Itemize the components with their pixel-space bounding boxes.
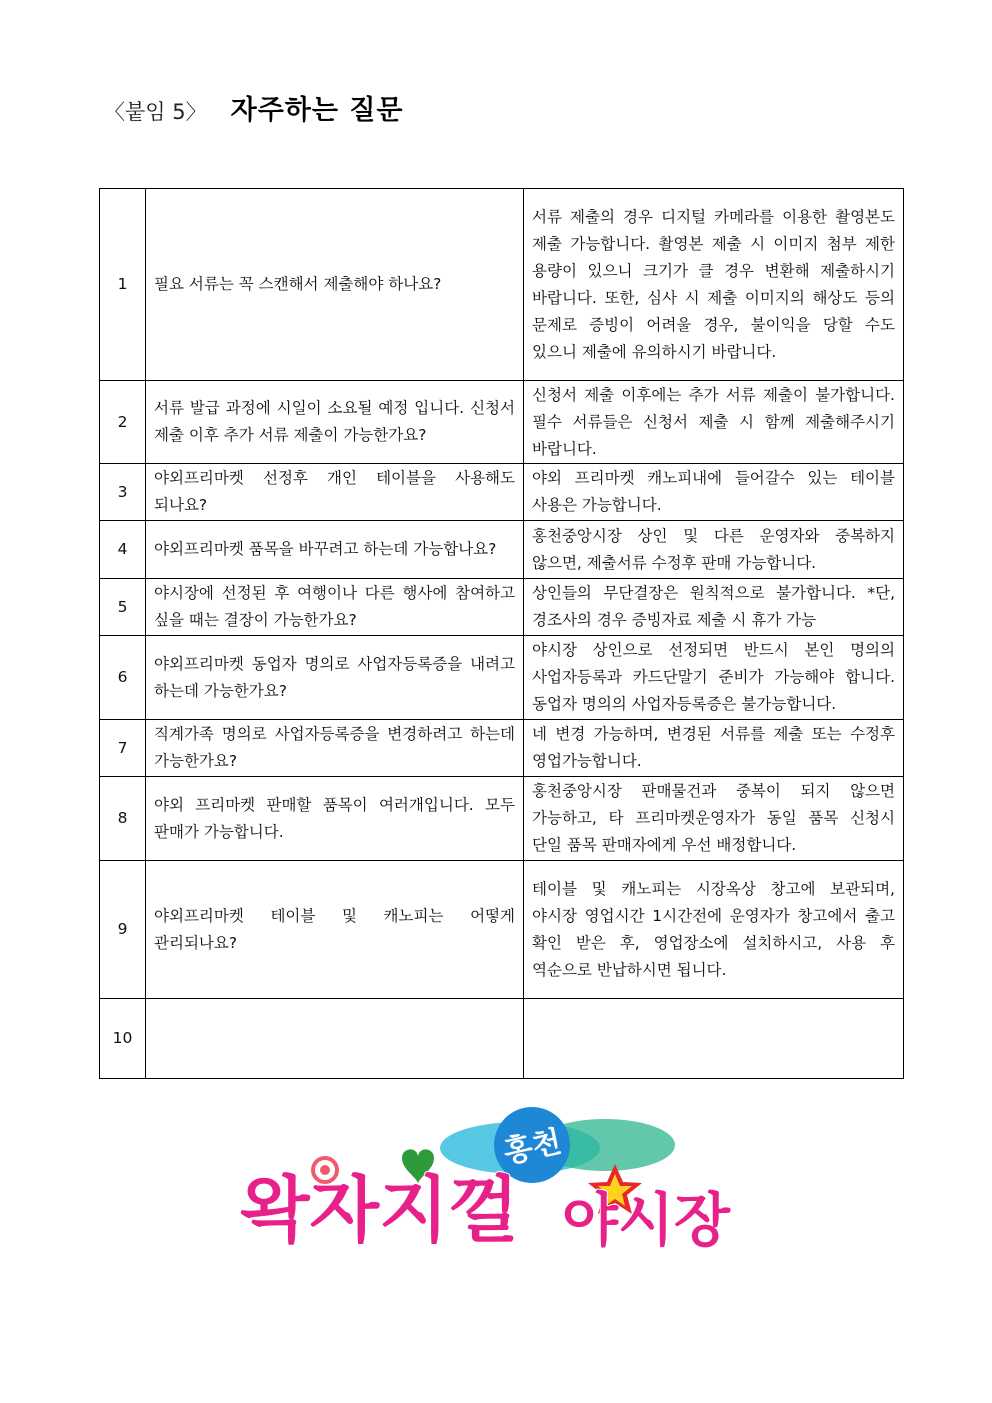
faq-row (100, 720, 904, 777)
faq-row (100, 579, 904, 636)
market-logo (230, 1100, 760, 1260)
faq-answer: 네 변경 가능하며, 변경된 서류를 제출 또는 수정후 영업가능합니다. (524, 720, 904, 777)
faq-number: 3 (100, 464, 146, 521)
faq-row (100, 999, 904, 1079)
faq-question (146, 999, 524, 1079)
faq-answer: 상인들의 무단결장은 원칙적으로 불가합니다. *단, 경조사의 경우 증빙자료 제출 시 휴가 가능 (524, 579, 904, 636)
faq-question: 야외프리마켓 품목을 바꾸려고 하는데 가능합나요? (146, 521, 524, 579)
faq-number: 6 (100, 636, 146, 720)
faq-number: 5 (100, 579, 146, 636)
faq-number: 10 (100, 999, 146, 1079)
faq-table (99, 188, 904, 1079)
faq-row (100, 636, 904, 720)
faq-number: 8 (100, 777, 146, 861)
logo-main-text: 왁자지껄 (240, 1168, 519, 1252)
faq-row (100, 189, 904, 381)
faq-number: 2 (100, 381, 146, 464)
logo-sub-text: 야시장 (562, 1186, 731, 1254)
faq-question: 서류 발급 과정에 시일이 소요될 예정 입니다. 신청서 제출 이후 추가 서류 제출이 가능한가요? (146, 381, 524, 464)
faq-question: 직계가족 명의로 사업자등록증을 변경하려고 하는데 가능한가요? (146, 720, 524, 777)
faq-row (100, 521, 904, 579)
faq-answer: 홍천중앙시장 상인 및 다른 운영자와 중복하지 않으면, 제출서류 수정후 판매 가능합니다. (524, 521, 904, 579)
faq-number: 9 (100, 861, 146, 999)
faq-number: 7 (100, 720, 146, 777)
faq-answer: 야외 프리마켓 캐노피내에 들어갈수 있는 테이블 사용은 가능합니다. (524, 464, 904, 521)
faq-row (100, 861, 904, 999)
faq-answer: 서류 제출의 경우 디지털 카메라를 이용한 촬영본도 제출 가능합니다. 촬영본 제출 시 이미지 첨부 제한 용량이 있으니 크기가 클 경우 변환해 제출하시기 바랍니다. 또한, 심사 시 제출 이미지의 해상도 등의 문제로 증빙이 어려울 경우, 불이익을 당할 수도 있으니 제출에 유의하시기 바랍니다. (524, 189, 904, 381)
faq-number: 1 (100, 189, 146, 381)
document-header (104, 88, 404, 128)
attachment-label: 〈붙임 5〉 (104, 100, 207, 124)
faq-question: 야외 프리마켓 판매할 품목이 여러개입니다. 모두 판매가 가능합니다. (146, 777, 524, 861)
faq-number: 4 (100, 521, 146, 579)
faq-question: 필요 서류는 꼭 스캔해서 제출해야 하나요? (146, 189, 524, 381)
faq-question: 야시장에 선정된 후 여행이나 다른 행사에 참여하고 싶을 때는 결장이 가능한가요? (146, 579, 524, 636)
faq-question: 야외프리마켓 선정후 개인 테이블을 사용해도 되나요? (146, 464, 524, 521)
faq-answer: 야시장 상인으로 선정되면 반드시 본인 명의의 사업자등록과 카드단말기 준비가 가능해야 합니다. 동업자 명의의 사업자등록증은 불가능합니다. (524, 636, 904, 720)
faq-row (100, 381, 904, 464)
faq-question: 야외프리마켓 동업자 명의로 사업자등록증을 내려고 하는데 가능한가요? (146, 636, 524, 720)
faq-answer: 테이블 및 캐노피는 시장옥상 창고에 보관되며, 야시장 영업시간 1시간전에 운영자가 창고에서 출고 확인 받은 후, 영업장소에 설치하시고, 사용 후 역순으로 반납하시면 됩니다. (524, 861, 904, 999)
logo-badge-text: 홍천 (500, 1124, 565, 1171)
faq-question: 야외프리마켓 테이블 및 캐노피는 어떻게 관리되나요? (146, 861, 524, 999)
faq-answer: 신청서 제출 이후에는 추가 서류 제출이 불가합니다. 필수 서류들은 신청서 제출 시 함께 제출해주시기 바랍니다. (524, 381, 904, 464)
page-title: 자주하는 질문 (230, 95, 404, 126)
faq-answer: 홍천중앙시장 판매물건과 중복이 되지 않으면 가능하고, 타 프리마켓운영자가 동일 품목 신청시 단일 품목 판매자에게 우선 배정합니다. (524, 777, 904, 861)
faq-answer (524, 999, 904, 1079)
faq-row (100, 777, 904, 861)
faq-row (100, 464, 904, 521)
